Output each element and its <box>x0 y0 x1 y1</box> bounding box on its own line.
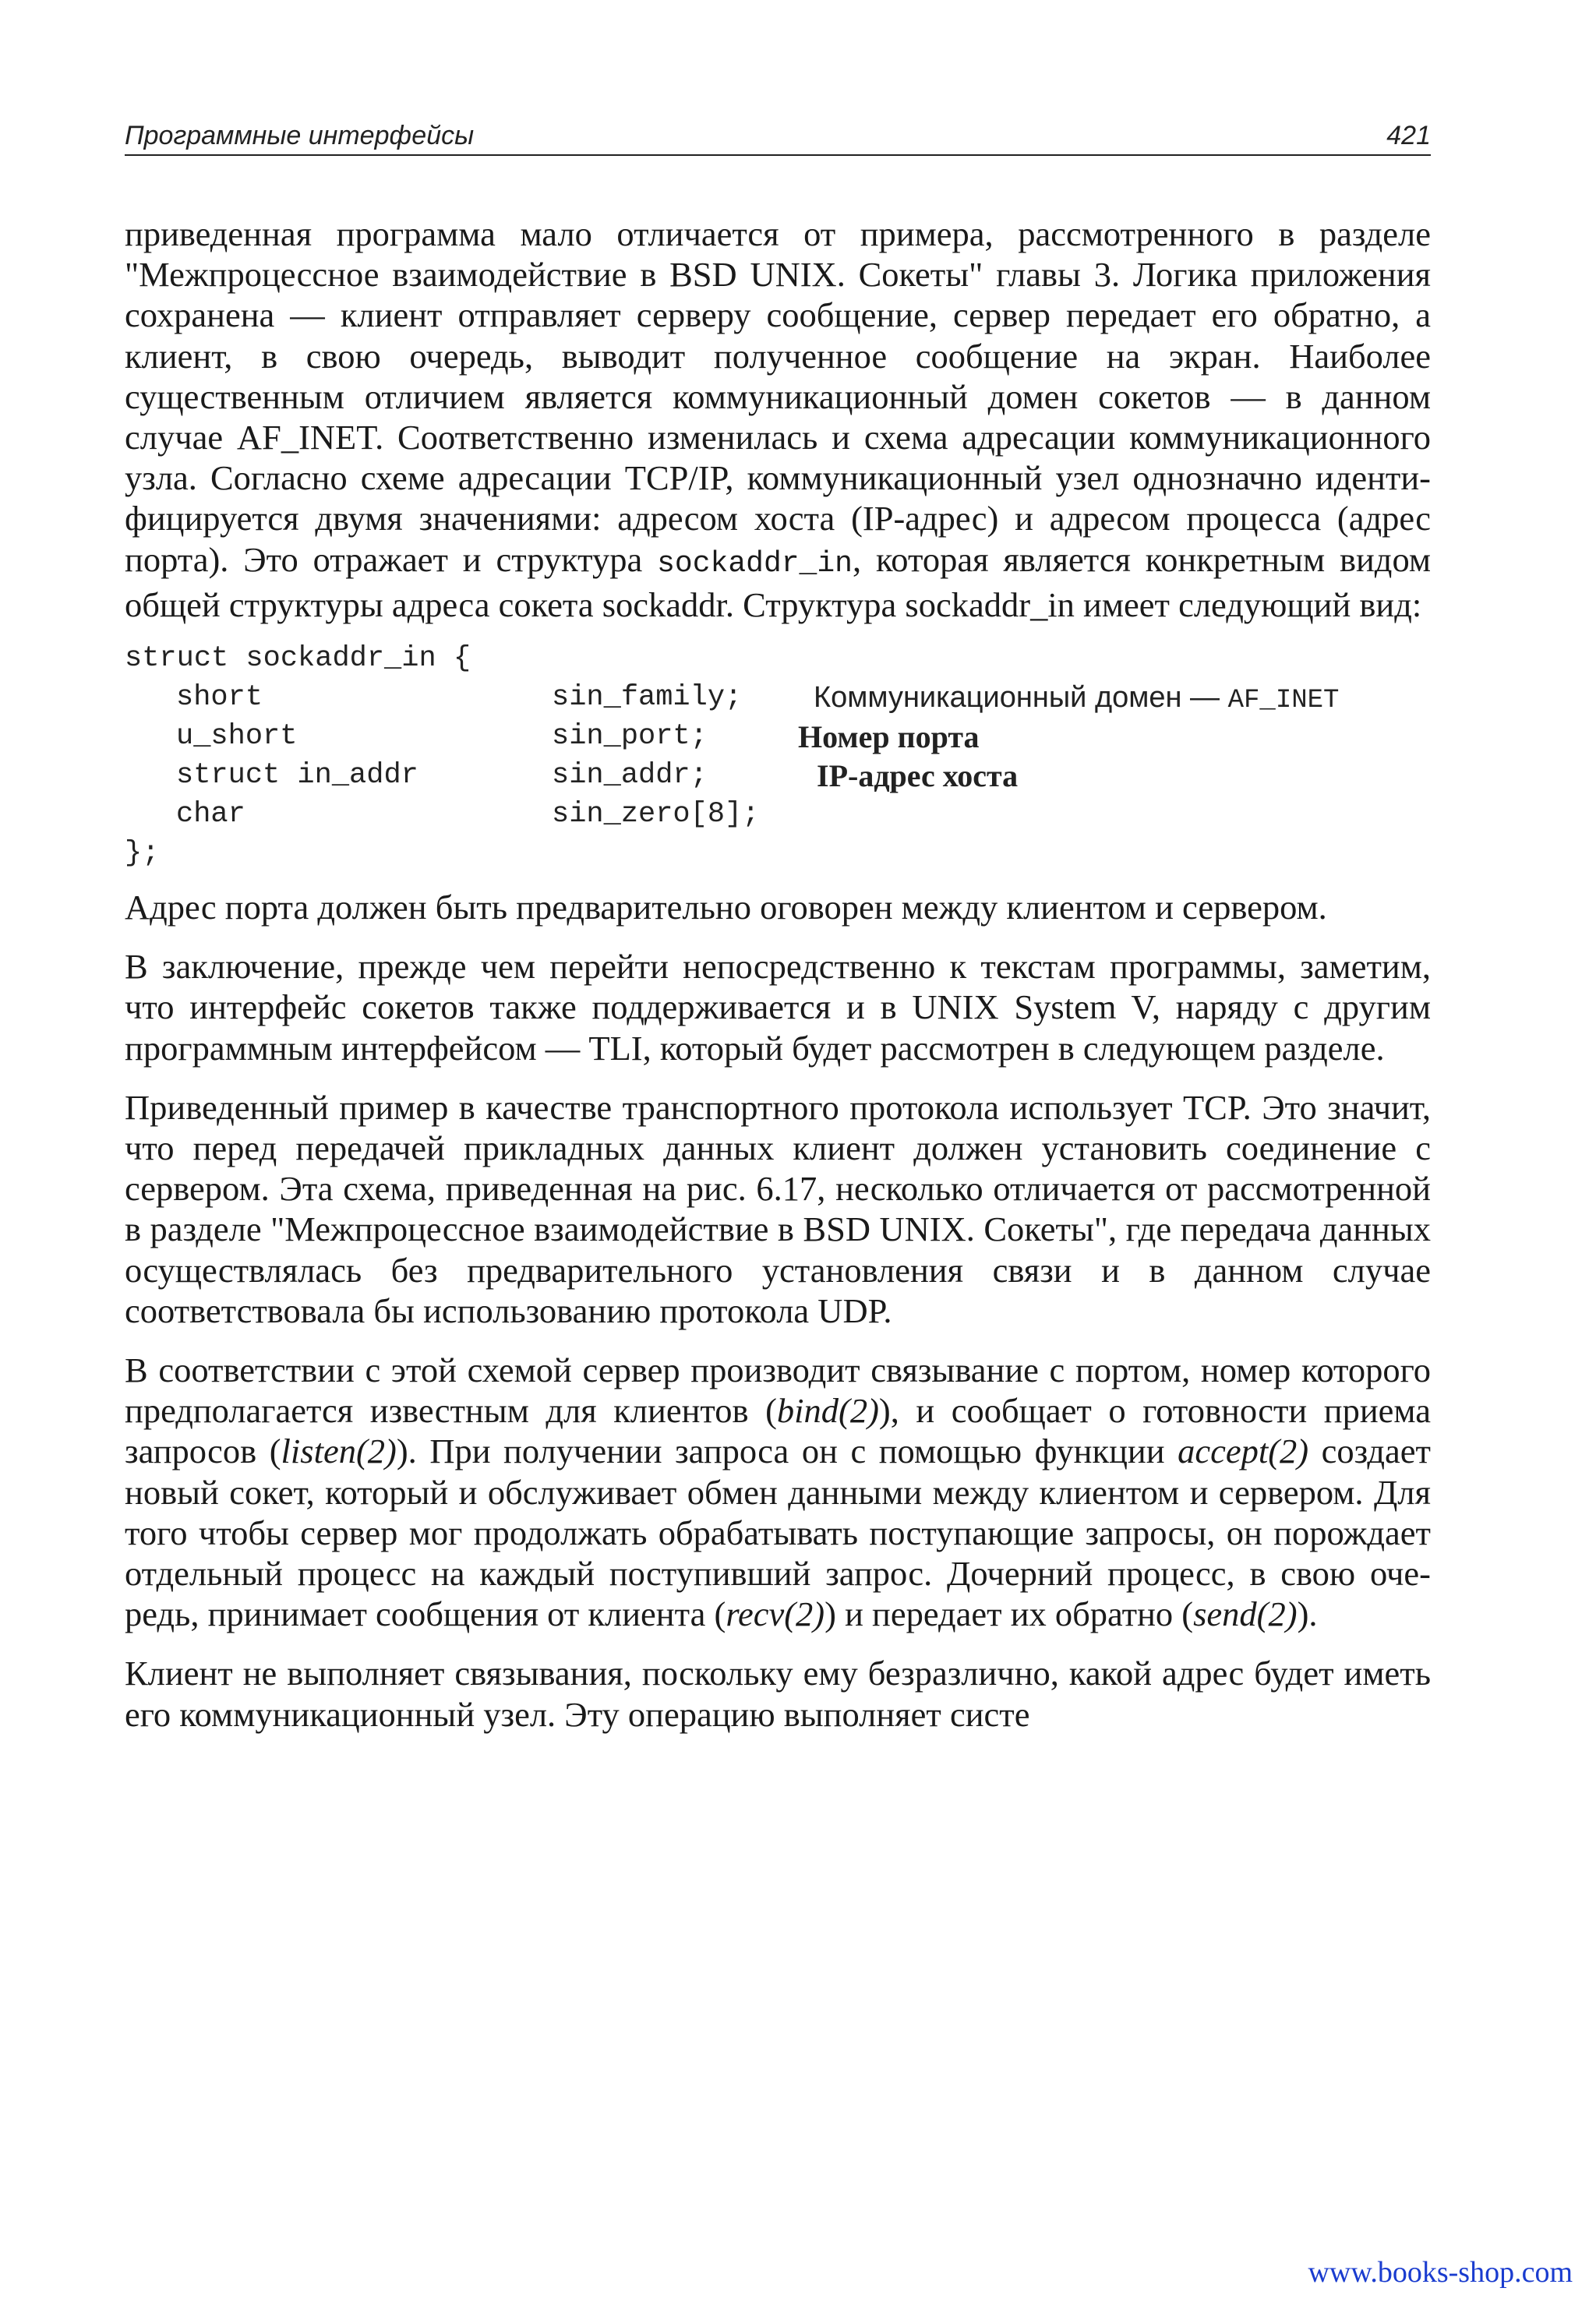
paragraph-5-text-c: ). При получении запроса он с помощью функции <box>396 1432 1178 1471</box>
code-field-1: sin_family; <box>552 681 743 715</box>
page-body <box>125 214 1431 1753</box>
code-comment-family-text: Коммуникационный домен — <box>814 681 1228 715</box>
running-header-title: Программные интерфейсы <box>125 121 475 150</box>
paragraph-3: В заключение, прежде чем перейти непосредственно к текстам программы, заметим, что интерфейс сокетов также поддерживается и в UNIX System V, наряду с другим программным интерфейсом — TLI, который будет рассмотрен в следующем разделе. <box>125 947 1431 1068</box>
code-comment-family-af-inet: AF_INET <box>1227 686 1340 716</box>
code-block-struct-sockaddr-in <box>125 642 1431 868</box>
code-type-4: char <box>176 798 245 831</box>
inline-code-sockaddr-in: sockaddr_in <box>657 546 853 581</box>
paragraph-1-text-a: приведенная программа мало отличается от примера, рассмотренного в разделе "Межпроцессное взаимодействие в BSD UNIX. Сокеты" главы 3. Логика приложения сохранена — клиент отправляет серверу сообщение, сервер передает его обратно, а клиент, в свою очередь, выводит полученное сообщение на экран. Наиболее существенным отличием является коммуникационный домен сокетов — в данном случае AF_INET. Соответственно изменилась и схема адресации коммуникационного узла. Согласно схеме адресации TCP/IP, коммуникационный узел однозначно идентифицируется двумя значениями: адресом хоста (IP-адрес) и адресом процесса (адрес порта). Это отражает и структура <box>125 214 1431 579</box>
code-type-3: struct in_addr <box>176 759 418 793</box>
func-accept: accept(2) <box>1178 1432 1309 1471</box>
paragraph-6: Клиент не выполняет связывания, поскольку ему безразлично, какой адрес будет иметь его коммуникационный узел. Эту операцию выполняет систе <box>125 1654 1431 1734</box>
func-send: send(2) <box>1193 1594 1298 1634</box>
paragraph-5-text-f: ). <box>1297 1594 1318 1634</box>
code-comment-port: Номер порта <box>798 719 980 755</box>
page-number: 421 <box>1386 121 1431 150</box>
code-type-2: u_short <box>176 720 298 754</box>
func-bind: bind(2) <box>776 1391 879 1431</box>
code-field-3: sin_addr; <box>552 759 708 793</box>
paragraph-5 <box>125 1350 1431 1634</box>
paragraph-5-text-b: ), и сообщает о готовности приема запросов ( <box>125 1391 1432 1471</box>
code-field-2: sin_port; <box>552 720 708 754</box>
code-comment-addr: IP-адрес хоста <box>817 758 1019 794</box>
code-line-open: struct sockaddr_in { <box>125 642 471 676</box>
paragraph-1 <box>125 214 1431 625</box>
func-recv: recv(2) <box>726 1594 825 1634</box>
paragraph-5-text-a: В соответствии с этой схемой сервер производит связывание с портом, номер которого предполагается известным для клиентов ( <box>125 1350 1431 1431</box>
code-comment-family <box>814 681 1339 715</box>
paragraph-4: Приведенный пример в качестве транспортного протокола использует TCP. Это значит, что перед передачей прикладных данных клиент должен установить соединение с сервером. Эта схема, приведенная на рис. 6.17, несколько отличается от рассмотренной в разделе "Межпроцессное взаимодействие в BSD UNIX. Сокеты", где передача данных осуществлялась без предварительного установления связи и в данном случае соответствовала бы использованию протокола UDP. <box>125 1087 1431 1330</box>
func-listen: listen(2) <box>281 1432 397 1471</box>
code-line-close: }; <box>125 837 160 870</box>
paragraph-2: Адрес порта должен быть предварительно оговорен между клиентом и сервером. <box>125 888 1327 927</box>
running-header <box>125 115 1431 156</box>
code-type-1: short <box>176 681 263 715</box>
watermark-link[interactable]: www.books-shop.com <box>1308 2256 1573 2289</box>
paragraph-5-text-d: создает новый сокет, который и обслуживает обмен данными между клиентом и сервером. Для того чтобы сервер мог продолжать обрабатывать поступающие запросы, он порождает отдельный процесс на каждый поступивший запрос. Дочерний процесс, в свою очередь, принимает сообщения от клиента ( <box>125 1432 1431 1634</box>
code-field-4: sin_zero[8]; <box>552 798 760 831</box>
paragraph-1-text-b: , которая является конкретным видом общей структуры адреса сокета sockaddr. Структура sockaddr_in имеет следующий вид: <box>125 539 1432 624</box>
paragraph-5-text-e: ) и передает их обратно ( <box>824 1594 1194 1634</box>
